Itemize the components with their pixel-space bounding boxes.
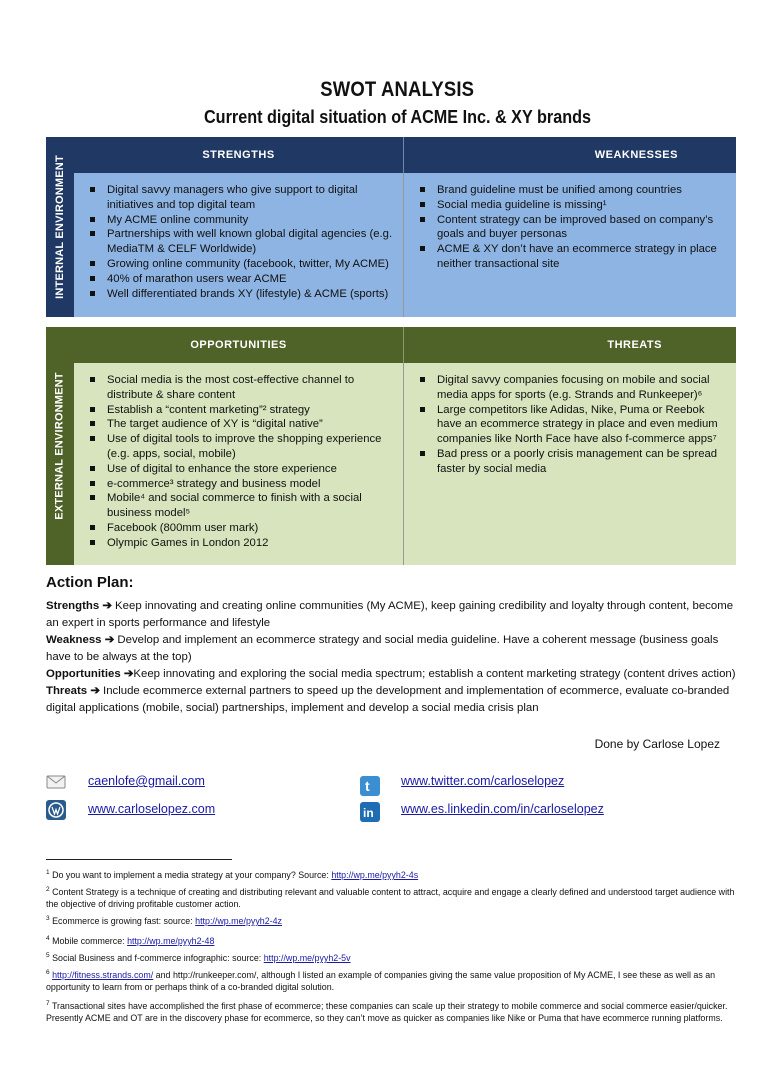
page-title: SWOT ANALYSIS — [320, 78, 475, 101]
list-item: Content strategy can be improved based on company’s goals and buyer personas — [414, 213, 730, 243]
footnote-link[interactable]: http://wp.me/pyyh2-4s — [331, 870, 419, 880]
action-plan-opportunities: Opportunities ➔Keep innovating and exploring the social media spectrum; establish a content marketing strategy (content drives action) — [46, 668, 736, 680]
threats-column — [404, 327, 736, 565]
internal-environment-label: INTERNAL ENVIRONMENT — [46, 137, 74, 317]
threats-header: THREATS — [404, 327, 736, 363]
email-icon — [46, 772, 66, 792]
twitter-icon — [360, 776, 380, 796]
email-link[interactable]: caenlofe@gmail.com — [88, 774, 205, 788]
linkedin-icon — [360, 802, 380, 822]
arrow-icon: ➔ — [90, 685, 100, 697]
footnote: $^3$ Ecommerce is growing fast: source: http://wp.me/pyyh2-4z — [46, 915, 282, 926]
footnote-link[interactable]: http://fitness.strands.com/ — [52, 970, 154, 980]
action-plan-strengths: Strengths ➔ Keep innovating and creating online communities (My ACME), keep gaining credibility and loyalty through content, become an expert in sports performance and lifestyle — [46, 600, 734, 629]
footnote: $^2$ Content Strategy is a technique of creating and distributing relevant and valuable content to attract, acquire and engage a clearly defined and understood target audience with the objective of driving profitable customer action. — [46, 886, 735, 910]
internal-environment-block — [46, 137, 736, 317]
list-item: Partnerships with well known global digital agencies (e.g. MediaTM & CELF Worldwide) — [84, 227, 397, 257]
list-item: Social media guideline is missing¹ — [414, 198, 730, 213]
list-item: The target audience of XY is “digital native” — [84, 417, 397, 432]
footnote-divider — [46, 859, 232, 860]
opportunities-list — [74, 363, 404, 565]
list-item: Bad press or a poorly crisis management can be spread faster by social media — [414, 447, 730, 477]
footnote: $^1$ Do you want to implement a media strategy at your company? Source: http://wp.me/pyyh2-4s — [46, 869, 419, 880]
page-subtitle: Current digital situation of ACME Inc. & XY brands — [203, 107, 592, 127]
strengths-list — [74, 173, 404, 317]
footnote: $^7$ Transactional sites have accomplished the first phase of ecommerce; these companies can scale up their strategy to mobile commerce and social commerce easier/quicker. Presently ACME and OT are in the discovery phase for ecommerce, so they can’t move as quicker as companies like Nike or Puma that have ecommerce running platforms. — [46, 1000, 728, 1024]
opportunities-header: OPPORTUNITIES — [74, 327, 404, 363]
action-plan-title: Action Plan: — [46, 574, 134, 591]
svg-text:in: in — [363, 806, 374, 820]
list-item: Use of digital to enhance the store experience — [84, 462, 397, 477]
website-link[interactable]: www.carloselopez.com — [88, 802, 216, 816]
list-item: Social media is the most cost-effective channel to distribute & share content — [84, 373, 397, 403]
list-item: Well differentiated brands XY (lifestyle) & ACME (sports) — [84, 287, 397, 302]
arrow-icon: ➔ — [104, 634, 115, 646]
list-item: e-commerce³ strategy and business model — [84, 477, 397, 492]
strengths-header: STRENGTHS — [74, 137, 404, 173]
list-item: Brand guideline must be unified among countries — [414, 183, 730, 198]
footnote-link[interactable]: http://wp.me/pyyh2-4z — [195, 916, 282, 926]
list-item: Mobile⁴ and social commerce to finish with a social business model⁵ — [84, 491, 397, 521]
external-environment-label: EXTERNAL ENVIRONMENT — [46, 327, 74, 565]
list-item: Use of digital tools to improve the shopping experience (e.g. apps, social, mobile) — [84, 432, 397, 462]
svg-text:t: t — [365, 778, 370, 794]
list-item: Facebook (800mm user mark) — [84, 521, 397, 536]
list-item: 40% of marathon users wear ACME — [84, 272, 397, 287]
footnote: $^4$ Mobile commerce: http://wp.me/pyyh2-48 — [46, 935, 215, 946]
weaknesses-list — [404, 173, 736, 317]
twitter-link[interactable]: www.twitter.com/carloselopez — [401, 774, 565, 788]
footnote-link[interactable]: http://wp.me/pyyh2-48 — [127, 936, 215, 946]
linkedin-link[interactable]: www.es.linkedin.com/in/carloselopez — [401, 802, 604, 816]
threats-list — [404, 363, 736, 565]
list-item: Establish a “content marketing”² strategy — [84, 403, 397, 418]
action-plan-threats: Threats ➔ Include ecommerce external partners to speed up the development and implementation of ecommerce, evaluate co-branded digital applications (mobile, social) partnerships, implement and develop a social media crisis plan — [46, 685, 730, 714]
wordpress-icon — [46, 800, 66, 820]
author-credit: Done by Carlose Lopez — [594, 737, 720, 751]
list-item: Digital savvy managers who give support to digital initiatives and top digital team — [84, 183, 397, 213]
list-item: Olympic Games in London 2012 — [84, 536, 397, 551]
weaknesses-column — [404, 137, 736, 317]
weaknesses-header: WEAKNESSES — [404, 137, 736, 173]
opportunities-column — [74, 327, 404, 565]
arrow-icon: ➔ — [102, 600, 112, 612]
action-plan-weakness: Weakness ➔ Develop and implement an ecommerce strategy and social media guideline. Have a coherent message (business goals have to be always at the top) — [46, 634, 719, 663]
footnote: $^5$ Social Business and f-commerce infographic: source: http://wp.me/pyyh2-5v — [46, 952, 351, 963]
list-item: Large competitors like Adidas, Nike, Puma or Reebok have an ecommerce strategy in place and even medium companies like North Face have also f-commerce apps⁷ — [414, 403, 730, 447]
list-item: ACME & XY don’t have an ecommerce strategy in place neither transactional site — [414, 242, 730, 272]
footnote: $^6$ http://fitness.strands.com/ and http://runkeeper.com/, although I listed an example of companies giving the same value proposition of My ACME, I see these as well as an opportunity to learn from or perhaps think of a co-branded digital solution. — [46, 969, 716, 993]
arrow-icon: ➔ — [123, 668, 134, 680]
list-item: Growing online community (facebook, twitter, My ACME) — [84, 257, 397, 272]
list-item: Digital savvy companies focusing on mobile and social media apps for sports (e.g. Strands and Runkeeper)⁶ — [414, 373, 730, 403]
external-environment-block — [46, 327, 736, 565]
strengths-column — [74, 137, 404, 317]
footnote-link[interactable]: http://wp.me/pyyh2-5v — [263, 953, 351, 963]
list-item: My ACME online community — [84, 213, 397, 228]
